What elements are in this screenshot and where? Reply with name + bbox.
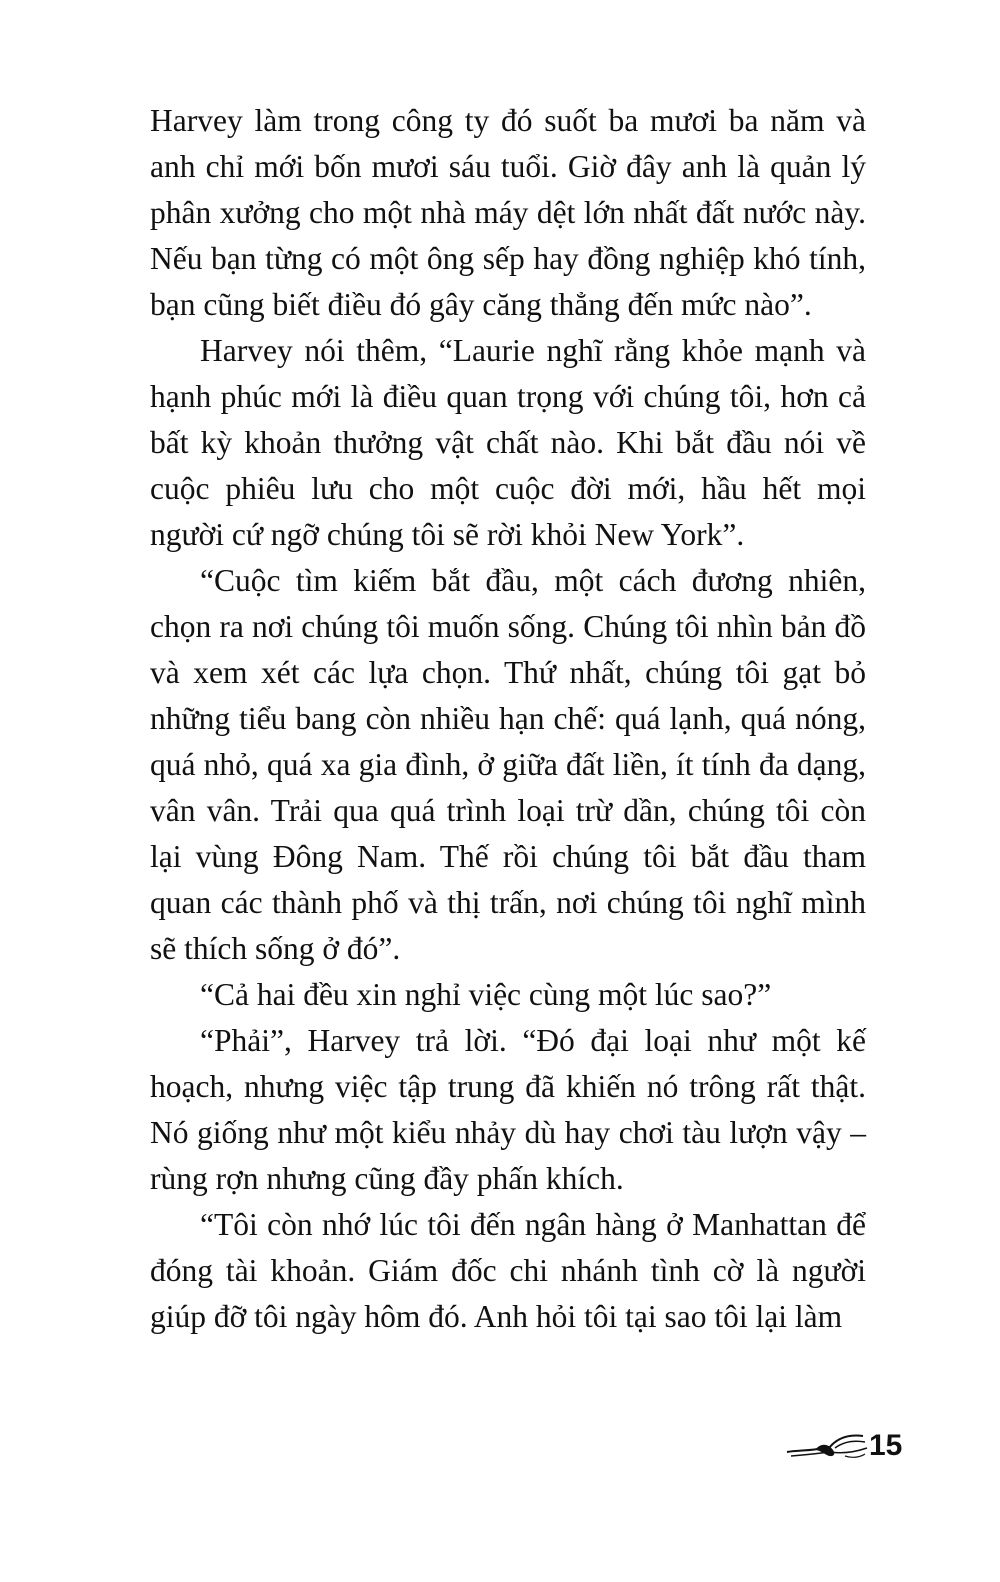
- quill-swash-ornament-icon: [785, 1430, 873, 1462]
- paragraph-1: Harvey làm trong công ty đó suốt ba mươi ba năm và anh chỉ mới bốn mươi sáu tuổi. Giờ đây anh là quản lý phân xưởng cho một nhà máy dệt lớn nhất đất nước này. Nếu bạn từng có một ông sếp hay đồng nghiệp khó tính, bạn cũng biết điều đó gây căng thẳng đến mức nào”.: [150, 103, 866, 322]
- paragraph-6: “Tôi còn nhớ lúc tôi đến ngân hàng ở Manhattan để đóng tài khoản. Giám đốc chi nhánh tình cờ là người giúp đỡ tôi ngày hôm đó. Anh hỏi tôi tại sao tôi lại làm: [150, 1207, 866, 1334]
- paragraph-2: Harvey nói thêm, “Laurie nghĩ rằng khỏe mạnh và hạnh phúc mới là điều quan trọng với chúng tôi, hơn cả bất kỳ khoản thưởng vật chất nào. Khi bắt đầu nói về cuộc phiêu lưu cho một cuộc đời mới, hầu hết mọi người cứ ngỡ chúng tôi sẽ rời khỏi New York”.: [150, 333, 866, 552]
- page-number: 15: [869, 1429, 903, 1462]
- paragraph-3: “Cuộc tìm kiếm bắt đầu, một cách đương nhiên, chọn ra nơi chúng tôi muốn sống. Chúng tôi nhìn bản đồ và xem xét các lựa chọn. Thứ nhất, chúng tôi gạt bỏ những tiểu bang còn nhiều hạn chế: quá lạnh, quá nóng, quá nhỏ, quá xa gia đình, ở giữa đất liền, ít tính đa dạng, vân vân. Trải qua quá trình loại trừ dần, chúng tôi còn lại vùng Đông Nam. Thế rồi chúng tôi bắt đầu tham quan các thành phố và thị trấn, nơi chúng tôi nghĩ mình sẽ thích sống ở đó”.: [150, 563, 866, 966]
- body-text: [150, 98, 866, 1340]
- paragraph-4: “Cả hai đều xin nghỉ việc cùng một lúc sao?”: [200, 977, 772, 1012]
- page-footer: [785, 1428, 915, 1468]
- paragraph-5: “Phải”, Harvey trả lời. “Đó đại loại như một kế hoạch, nhưng việc tập trung đã khiến nó trông rất thật. Nó giống như một kiểu nhảy dù hay chơi tàu lượn vậy – rùng rợn nhưng cũng đầy phấn khích.: [150, 1023, 866, 1196]
